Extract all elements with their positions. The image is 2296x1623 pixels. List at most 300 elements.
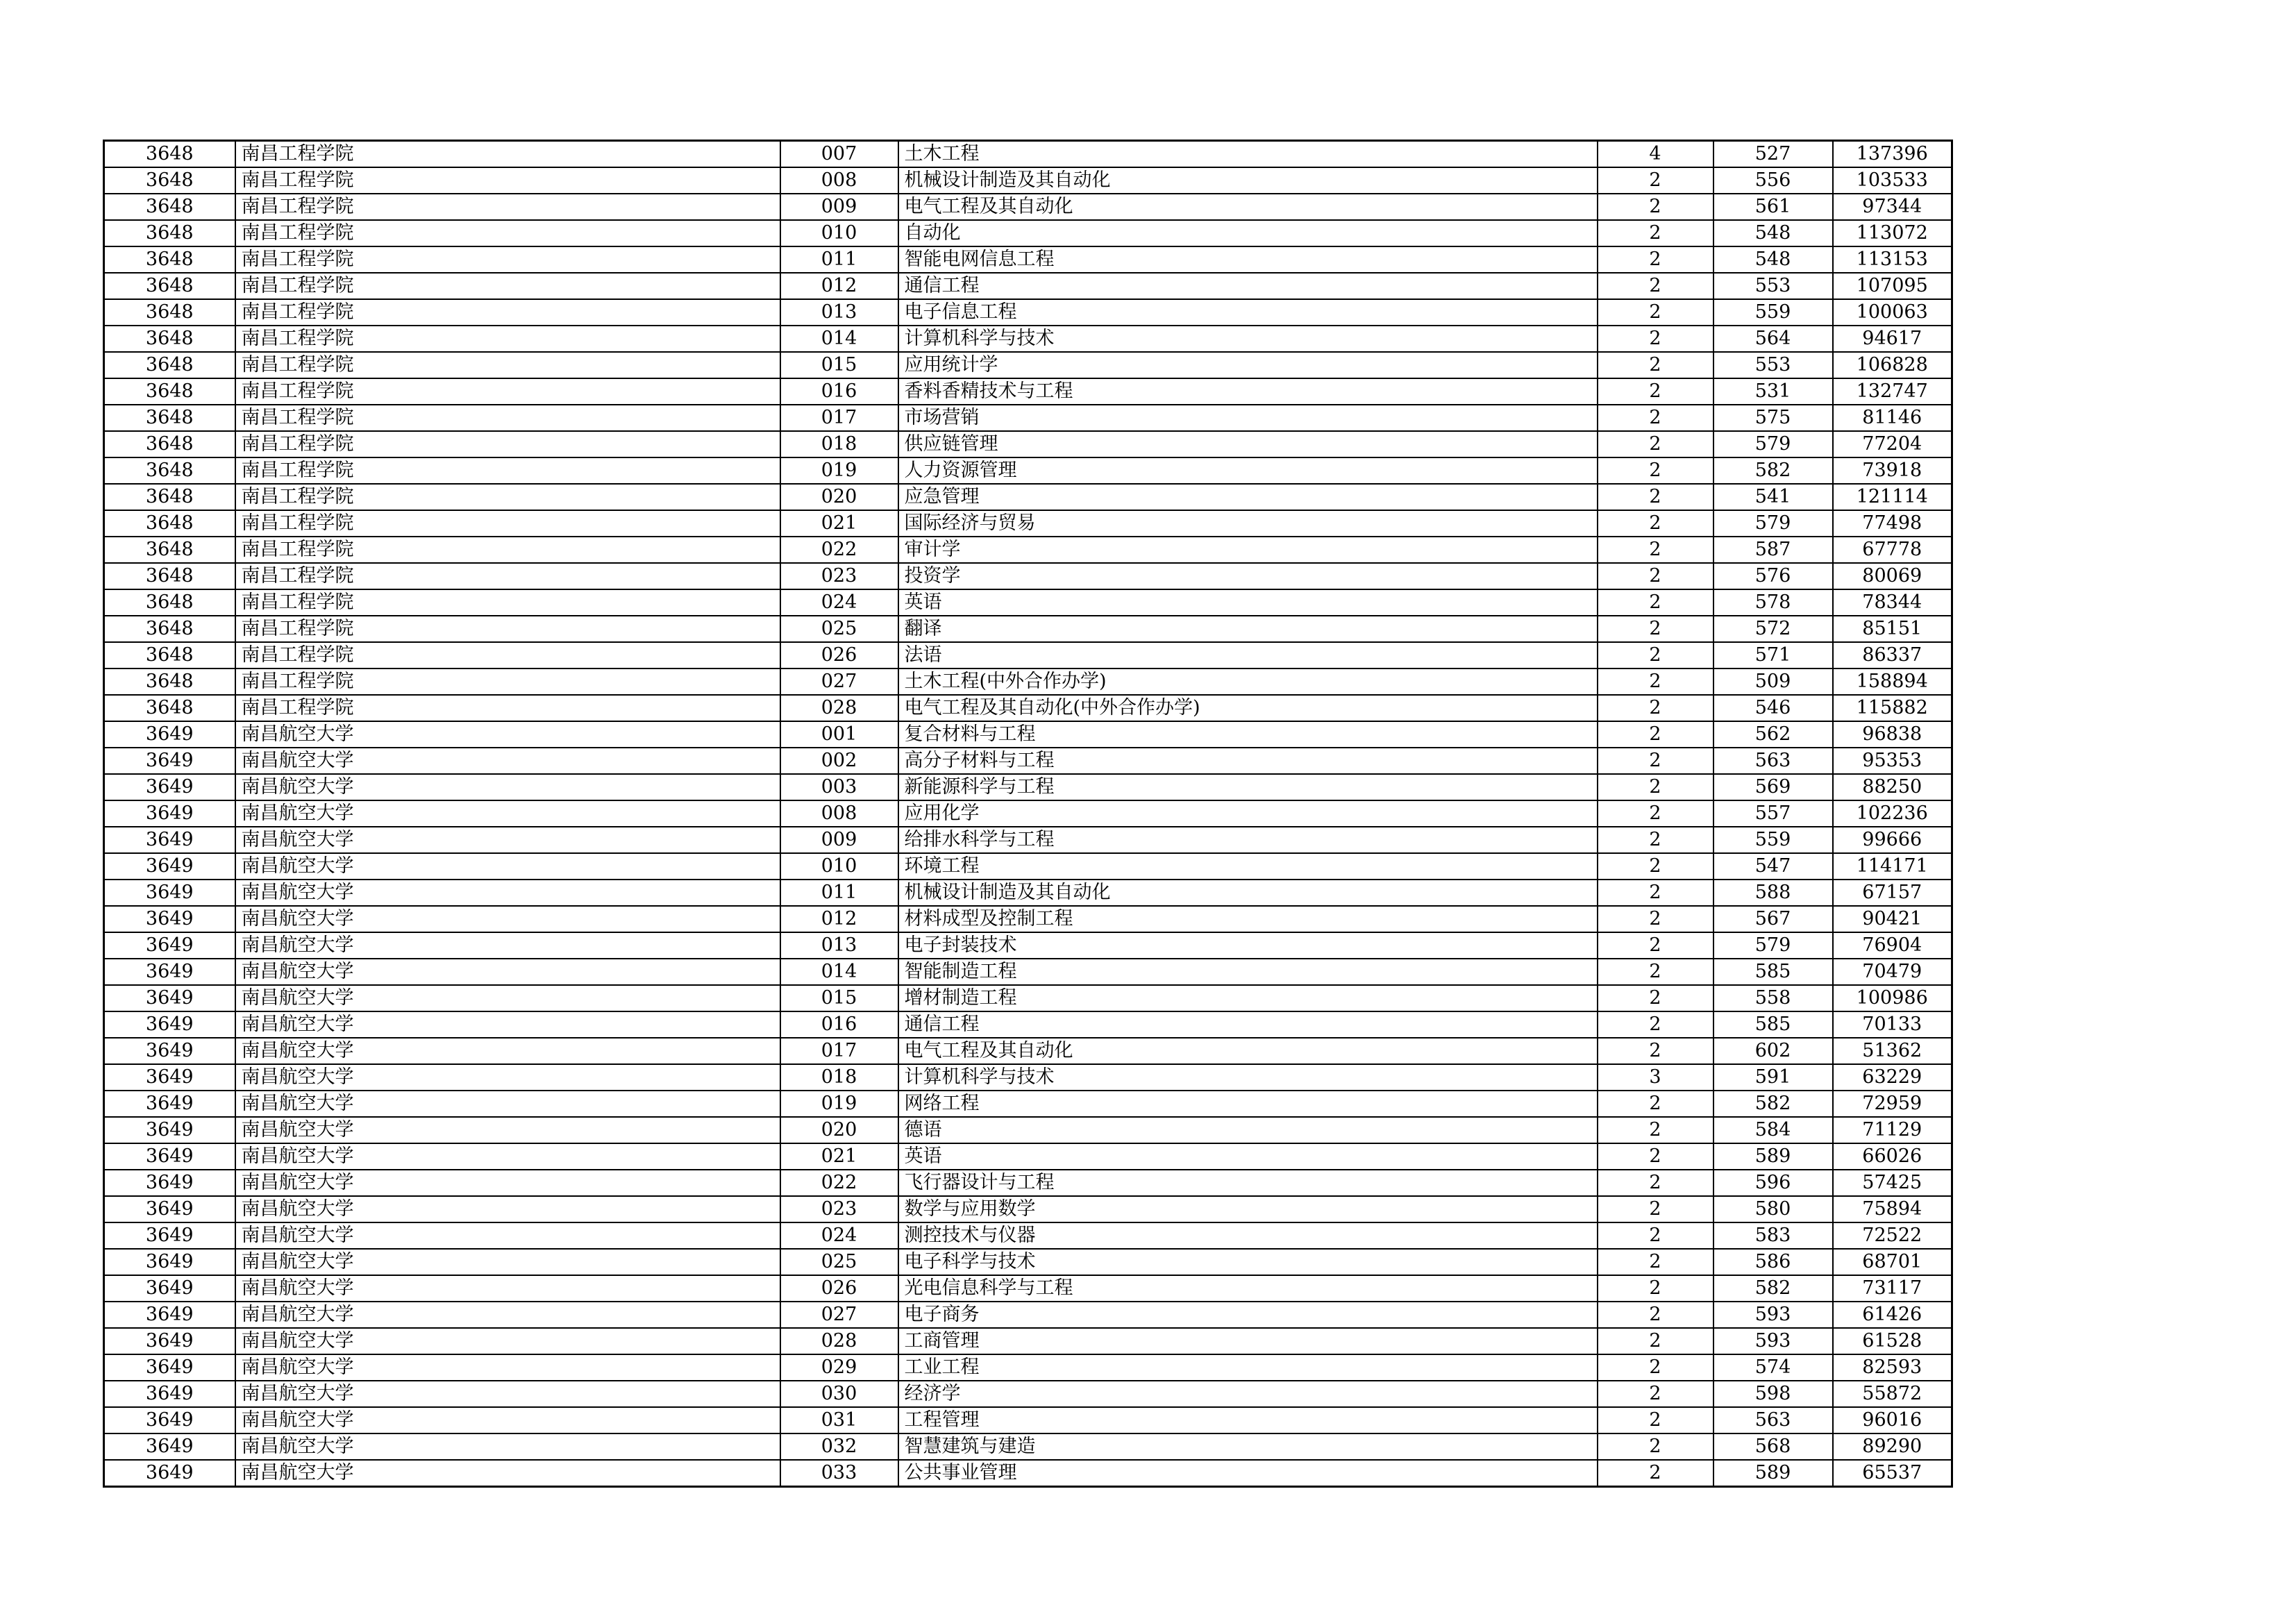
major-name-cell: 电气工程及其自动化 [898,1038,1598,1064]
major-name-cell: 智慧建筑与建造 [898,1433,1598,1460]
major-code-cell: 010 [780,220,898,246]
plan-count-cell: 2 [1598,668,1713,695]
school-name-cell: 南昌工程学院 [235,326,780,352]
school-code-cell: 3648 [104,457,235,484]
school-code-cell: 3649 [104,1170,235,1196]
major-code-cell: 010 [780,853,898,880]
min-rank-cell: 57425 [1833,1170,1952,1196]
major-name-cell: 智能制造工程 [898,959,1598,985]
major-code-cell: 028 [780,1328,898,1354]
school-code-cell: 3649 [104,1222,235,1249]
table-row [104,1143,1952,1170]
plan-count-cell: 2 [1598,457,1713,484]
plan-count-cell: 2 [1598,510,1713,537]
school-name-cell: 南昌航空大学 [235,1381,780,1407]
school-name-cell: 南昌航空大学 [235,1222,780,1249]
min-rank-cell: 75894 [1833,1196,1952,1222]
plan-count-cell: 2 [1598,1328,1713,1354]
plan-count-cell: 2 [1598,246,1713,273]
min-score-cell: 574 [1713,1354,1833,1381]
table-row [104,484,1952,510]
table-row [104,167,1952,194]
min-score-cell: 564 [1713,326,1833,352]
major-code-cell: 020 [780,1117,898,1143]
school-name-cell: 南昌工程学院 [235,141,780,168]
major-code-cell: 021 [780,1143,898,1170]
min-rank-cell: 51362 [1833,1038,1952,1064]
major-code-cell: 013 [780,299,898,326]
plan-count-cell: 2 [1598,273,1713,299]
min-rank-cell: 73918 [1833,457,1952,484]
major-name-cell: 工商管理 [898,1328,1598,1354]
major-code-cell: 032 [780,1433,898,1460]
school-name-cell: 南昌航空大学 [235,1091,780,1117]
min-score-cell: 572 [1713,616,1833,642]
table-row [104,1117,1952,1143]
school-code-cell: 3649 [104,1275,235,1302]
major-code-cell: 018 [780,1064,898,1091]
min-score-cell: 556 [1713,167,1833,194]
school-code-cell: 3649 [104,880,235,906]
plan-count-cell: 2 [1598,1249,1713,1275]
major-code-cell: 024 [780,589,898,616]
table-row [104,774,1952,800]
major-name-cell: 环境工程 [898,853,1598,880]
min-score-cell: 531 [1713,378,1833,405]
min-rank-cell: 77498 [1833,510,1952,537]
plan-count-cell: 2 [1598,695,1713,721]
school-code-cell: 3649 [104,774,235,800]
major-code-cell: 024 [780,1222,898,1249]
school-code-cell: 3649 [104,1091,235,1117]
major-name-cell: 机械设计制造及其自动化 [898,167,1598,194]
major-code-cell: 028 [780,695,898,721]
min-rank-cell: 80069 [1833,563,1952,589]
table-row [104,246,1952,273]
table-row [104,985,1952,1011]
major-name-cell: 机械设计制造及其自动化 [898,880,1598,906]
major-code-cell: 012 [780,273,898,299]
plan-count-cell: 2 [1598,589,1713,616]
table-row [104,616,1952,642]
school-name-cell: 南昌工程学院 [235,299,780,326]
major-name-cell: 经济学 [898,1381,1598,1407]
min-rank-cell: 76904 [1833,932,1952,959]
min-rank-cell: 137396 [1833,141,1952,168]
min-score-cell: 587 [1713,537,1833,563]
major-name-cell: 通信工程 [898,1011,1598,1038]
plan-count-cell: 2 [1598,906,1713,932]
min-score-cell: 584 [1713,1117,1833,1143]
min-score-cell: 553 [1713,273,1833,299]
min-rank-cell: 97344 [1833,194,1952,220]
table-row [104,537,1952,563]
school-name-cell: 南昌航空大学 [235,1117,780,1143]
school-name-cell: 南昌工程学院 [235,246,780,273]
school-name-cell: 南昌工程学院 [235,352,780,378]
table-row [104,695,1952,721]
major-name-cell: 高分子材料与工程 [898,748,1598,774]
school-code-cell: 3648 [104,273,235,299]
table-row [104,273,1952,299]
major-name-cell: 翻译 [898,616,1598,642]
school-name-cell: 南昌工程学院 [235,537,780,563]
major-code-cell: 009 [780,194,898,220]
school-code-cell: 3648 [104,642,235,668]
min-score-cell: 576 [1713,563,1833,589]
table-row [104,880,1952,906]
school-name-cell: 南昌工程学院 [235,695,780,721]
major-code-cell: 023 [780,563,898,589]
min-score-cell: 580 [1713,1196,1833,1222]
major-code-cell: 027 [780,1302,898,1328]
table-row [104,1433,1952,1460]
min-score-cell: 593 [1713,1328,1833,1354]
school-name-cell: 南昌航空大学 [235,1064,780,1091]
plan-count-cell: 2 [1598,326,1713,352]
major-name-cell: 复合材料与工程 [898,721,1598,748]
plan-count-cell: 2 [1598,1222,1713,1249]
plan-count-cell: 2 [1598,1381,1713,1407]
school-name-cell: 南昌航空大学 [235,800,780,827]
min-rank-cell: 63229 [1833,1064,1952,1091]
school-code-cell: 3649 [104,1407,235,1433]
min-rank-cell: 72959 [1833,1091,1952,1117]
school-name-cell: 南昌航空大学 [235,721,780,748]
school-code-cell: 3648 [104,378,235,405]
plan-count-cell: 2 [1598,748,1713,774]
school-name-cell: 南昌工程学院 [235,273,780,299]
major-code-cell: 019 [780,1091,898,1117]
school-name-cell: 南昌工程学院 [235,194,780,220]
min-score-cell: 553 [1713,352,1833,378]
min-score-cell: 557 [1713,800,1833,827]
school-name-cell: 南昌工程学院 [235,220,780,246]
school-name-cell: 南昌工程学院 [235,405,780,431]
major-name-cell: 数学与应用数学 [898,1196,1598,1222]
school-code-cell: 3649 [104,827,235,853]
table-row [104,326,1952,352]
min-rank-cell: 115882 [1833,695,1952,721]
school-name-cell: 南昌工程学院 [235,589,780,616]
major-name-cell: 电子封装技术 [898,932,1598,959]
major-name-cell: 德语 [898,1117,1598,1143]
plan-count-cell: 2 [1598,378,1713,405]
major-name-cell: 给排水科学与工程 [898,827,1598,853]
min-score-cell: 561 [1713,194,1833,220]
min-score-cell: 575 [1713,405,1833,431]
school-code-cell: 3648 [104,484,235,510]
min-rank-cell: 81146 [1833,405,1952,431]
plan-count-cell: 2 [1598,194,1713,220]
school-name-cell: 南昌航空大学 [235,1433,780,1460]
min-score-cell: 568 [1713,1433,1833,1460]
min-rank-cell: 102236 [1833,800,1952,827]
table-row [104,1038,1952,1064]
min-score-cell: 509 [1713,668,1833,695]
school-code-cell: 3649 [104,853,235,880]
major-name-cell: 应用化学 [898,800,1598,827]
plan-count-cell: 2 [1598,1011,1713,1038]
major-code-cell: 016 [780,1011,898,1038]
school-code-cell: 3648 [104,589,235,616]
min-score-cell: 582 [1713,457,1833,484]
school-name-cell: 南昌工程学院 [235,616,780,642]
plan-count-cell: 2 [1598,800,1713,827]
major-code-cell: 022 [780,537,898,563]
min-rank-cell: 67778 [1833,537,1952,563]
major-code-cell: 025 [780,616,898,642]
school-code-cell: 3648 [104,668,235,695]
min-rank-cell: 78344 [1833,589,1952,616]
major-code-cell: 031 [780,1407,898,1433]
major-code-cell: 025 [780,1249,898,1275]
table-row [104,431,1952,457]
min-score-cell: 602 [1713,1038,1833,1064]
table-row [104,141,1952,168]
school-code-cell: 3648 [104,299,235,326]
plan-count-cell: 2 [1598,932,1713,959]
plan-count-cell: 2 [1598,1275,1713,1302]
school-code-cell: 3649 [104,1249,235,1275]
min-score-cell: 579 [1713,932,1833,959]
min-rank-cell: 73117 [1833,1275,1952,1302]
major-name-cell: 新能源科学与工程 [898,774,1598,800]
min-rank-cell: 100063 [1833,299,1952,326]
school-code-cell: 3649 [104,932,235,959]
min-rank-cell: 121114 [1833,484,1952,510]
table-row [104,1091,1952,1117]
major-code-cell: 021 [780,510,898,537]
school-code-cell: 3649 [104,959,235,985]
major-name-cell: 智能电网信息工程 [898,246,1598,273]
min-score-cell: 567 [1713,906,1833,932]
plan-count-cell: 2 [1598,1302,1713,1328]
major-name-cell: 网络工程 [898,1091,1598,1117]
school-name-cell: 南昌航空大学 [235,1011,780,1038]
school-code-cell: 3649 [104,721,235,748]
min-rank-cell: 113072 [1833,220,1952,246]
table-row [104,642,1952,668]
major-code-cell: 026 [780,1275,898,1302]
table-row [104,1328,1952,1354]
min-rank-cell: 90421 [1833,906,1952,932]
min-score-cell: 548 [1713,220,1833,246]
major-code-cell: 001 [780,721,898,748]
table-row [104,457,1952,484]
major-name-cell: 自动化 [898,220,1598,246]
plan-count-cell: 2 [1598,167,1713,194]
major-name-cell: 测控技术与仪器 [898,1222,1598,1249]
school-name-cell: 南昌工程学院 [235,378,780,405]
min-score-cell: 559 [1713,827,1833,853]
table-row [104,1460,1952,1487]
major-code-cell: 033 [780,1460,898,1487]
table-row [104,1170,1952,1196]
major-code-cell: 007 [780,141,898,168]
min-rank-cell: 100986 [1833,985,1952,1011]
school-code-cell: 3648 [104,141,235,168]
plan-count-cell: 2 [1598,985,1713,1011]
school-name-cell: 南昌航空大学 [235,932,780,959]
school-name-cell: 南昌航空大学 [235,1407,780,1433]
major-name-cell: 人力资源管理 [898,457,1598,484]
table-row [104,800,1952,827]
min-rank-cell: 77204 [1833,431,1952,457]
table-row [104,668,1952,695]
min-rank-cell: 89290 [1833,1433,1952,1460]
major-name-cell: 计算机科学与技术 [898,326,1598,352]
major-name-cell: 电气工程及其自动化 [898,194,1598,220]
min-score-cell: 527 [1713,141,1833,168]
school-name-cell: 南昌工程学院 [235,668,780,695]
school-name-cell: 南昌航空大学 [235,827,780,853]
school-name-cell: 南昌航空大学 [235,748,780,774]
school-name-cell: 南昌工程学院 [235,167,780,194]
min-rank-cell: 114171 [1833,853,1952,880]
table-row [104,1354,1952,1381]
plan-count-cell: 2 [1598,1117,1713,1143]
plan-count-cell: 2 [1598,1091,1713,1117]
plan-count-cell: 3 [1598,1064,1713,1091]
plan-count-cell: 2 [1598,1196,1713,1222]
school-code-cell: 3648 [104,326,235,352]
school-code-cell: 3648 [104,352,235,378]
plan-count-cell: 2 [1598,616,1713,642]
major-code-cell: 003 [780,774,898,800]
major-code-cell: 029 [780,1354,898,1381]
plan-count-cell: 2 [1598,1354,1713,1381]
table-row [104,1249,1952,1275]
table-row [104,194,1952,220]
major-name-cell: 土木工程(中外合作办学) [898,668,1598,695]
plan-count-cell: 2 [1598,431,1713,457]
min-score-cell: 558 [1713,985,1833,1011]
school-code-cell: 3649 [104,1064,235,1091]
min-rank-cell: 55872 [1833,1381,1952,1407]
major-name-cell: 工程管理 [898,1407,1598,1433]
table-row [104,352,1952,378]
major-name-cell: 国际经济与贸易 [898,510,1598,537]
min-rank-cell: 94617 [1833,326,1952,352]
min-rank-cell: 132747 [1833,378,1952,405]
school-code-cell: 3648 [104,537,235,563]
plan-count-cell: 4 [1598,141,1713,168]
min-rank-cell: 65537 [1833,1460,1952,1487]
school-name-cell: 南昌工程学院 [235,431,780,457]
school-name-cell: 南昌工程学院 [235,642,780,668]
min-score-cell: 571 [1713,642,1833,668]
school-code-cell: 3649 [104,1381,235,1407]
major-name-cell: 应用统计学 [898,352,1598,378]
major-name-cell: 材料成型及控制工程 [898,906,1598,932]
min-score-cell: 585 [1713,1011,1833,1038]
min-rank-cell: 61528 [1833,1328,1952,1354]
school-name-cell: 南昌航空大学 [235,1038,780,1064]
major-code-cell: 012 [780,906,898,932]
min-rank-cell: 103533 [1833,167,1952,194]
major-name-cell: 电子信息工程 [898,299,1598,326]
min-rank-cell: 106828 [1833,352,1952,378]
school-code-cell: 3649 [104,1143,235,1170]
plan-count-cell: 2 [1598,1143,1713,1170]
major-code-cell: 020 [780,484,898,510]
plan-count-cell: 2 [1598,299,1713,326]
min-rank-cell: 158894 [1833,668,1952,695]
school-code-cell: 3648 [104,616,235,642]
plan-count-cell: 2 [1598,1433,1713,1460]
major-code-cell: 023 [780,1196,898,1222]
table-row [104,959,1952,985]
table-row [104,748,1952,774]
min-score-cell: 582 [1713,1275,1833,1302]
min-rank-cell: 71129 [1833,1117,1952,1143]
major-code-cell: 017 [780,405,898,431]
school-name-cell: 南昌航空大学 [235,985,780,1011]
school-name-cell: 南昌航空大学 [235,880,780,906]
major-code-cell: 026 [780,642,898,668]
min-score-cell: 578 [1713,589,1833,616]
major-code-cell: 014 [780,326,898,352]
table-row [104,299,1952,326]
table-row [104,378,1952,405]
major-name-cell: 增材制造工程 [898,985,1598,1011]
table-row [104,853,1952,880]
min-score-cell: 598 [1713,1381,1833,1407]
major-code-cell: 008 [780,800,898,827]
school-name-cell: 南昌航空大学 [235,774,780,800]
min-rank-cell: 67157 [1833,880,1952,906]
min-rank-cell: 82593 [1833,1354,1952,1381]
table-row [104,1222,1952,1249]
plan-count-cell: 2 [1598,774,1713,800]
major-name-cell: 计算机科学与技术 [898,1064,1598,1091]
min-score-cell: 546 [1713,695,1833,721]
school-code-cell: 3649 [104,1354,235,1381]
min-score-cell: 585 [1713,959,1833,985]
min-score-cell: 569 [1713,774,1833,800]
min-score-cell: 548 [1713,246,1833,273]
min-score-cell: 579 [1713,510,1833,537]
major-code-cell: 011 [780,246,898,273]
min-score-cell: 586 [1713,1249,1833,1275]
plan-count-cell: 2 [1598,827,1713,853]
min-score-cell: 588 [1713,880,1833,906]
major-code-cell: 016 [780,378,898,405]
min-rank-cell: 66026 [1833,1143,1952,1170]
school-name-cell: 南昌航空大学 [235,1460,780,1487]
major-code-cell: 027 [780,668,898,695]
major-name-cell: 市场营销 [898,405,1598,431]
major-name-cell: 土木工程 [898,141,1598,168]
plan-count-cell: 2 [1598,1170,1713,1196]
major-name-cell: 审计学 [898,537,1598,563]
min-rank-cell: 72522 [1833,1222,1952,1249]
school-code-cell: 3648 [104,563,235,589]
table-row [104,1196,1952,1222]
min-rank-cell: 88250 [1833,774,1952,800]
min-rank-cell: 68701 [1833,1249,1952,1275]
major-code-cell: 011 [780,880,898,906]
plan-count-cell: 2 [1598,880,1713,906]
min-rank-cell: 96016 [1833,1407,1952,1433]
school-code-cell: 3649 [104,906,235,932]
school-code-cell: 3649 [104,1328,235,1354]
major-code-cell: 015 [780,985,898,1011]
min-score-cell: 562 [1713,721,1833,748]
major-code-cell: 014 [780,959,898,985]
min-score-cell: 583 [1713,1222,1833,1249]
